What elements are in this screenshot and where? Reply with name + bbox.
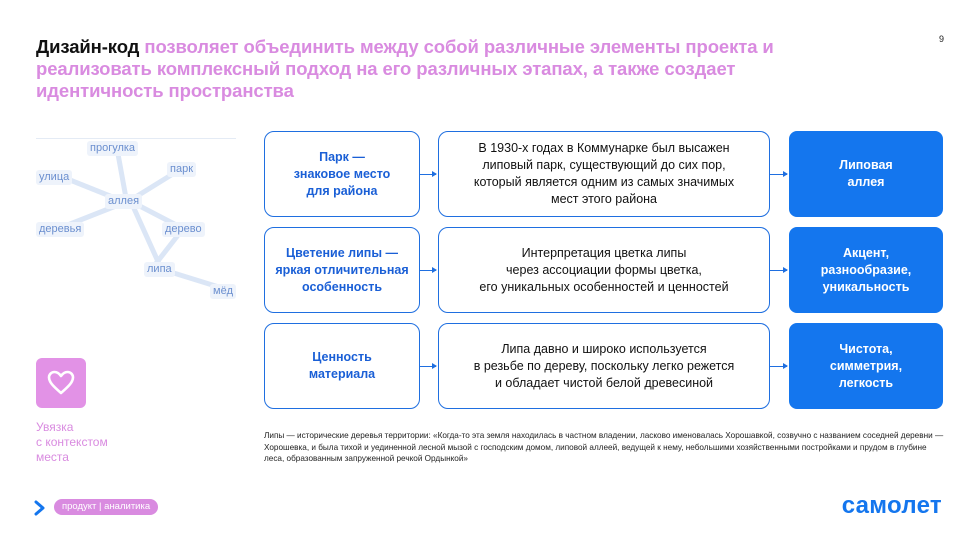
- row-3-description: Липа давно и широко используется в резьбе по дереву, поскольку легко режется и обладает чистой белой древесиной: [438, 323, 770, 409]
- row-2-result: Акцент, разнообразие, уникальность: [789, 227, 943, 313]
- row-3-arrow-2: [770, 366, 787, 367]
- heart-icon: [47, 370, 75, 396]
- row-3-result: Чистота, симметрия, легкость: [789, 323, 943, 409]
- footnote: Липы — исторические деревья территории: «Когда-то эта земля находилась в частном владении, ласково именовалась Хорошавкой, созвучно с названием соседней деревни — Хорошевка, и была тихой и уединенной лесной мызой с господским домом, липовой аллеей, ведущей к нему, небольшими хозяйственными постройками и прудом в глубине леса, образованным запруженной речкой Ордынкой»: [264, 431, 944, 463]
- cloud-word: деревья: [36, 222, 84, 237]
- row-1-topic: Парк — знаковое место для района: [264, 131, 420, 217]
- cloud-word: улица: [36, 170, 72, 185]
- title-highlight: Дизайн-код: [36, 36, 140, 57]
- cloud-word: прогулка: [87, 141, 138, 156]
- cloud-word: аллея: [105, 194, 142, 209]
- title-text: позволяет объединить между собой различные элементы проекта и реализовать комплексный подход на его различных этапах, а также создает идентичность пространства: [36, 36, 774, 101]
- row-1-arrow-2: [770, 174, 787, 175]
- row-2-arrow-1: [420, 270, 436, 271]
- cloud-word: мёд: [210, 284, 236, 299]
- cloud-word: липа: [144, 262, 175, 277]
- cloud-word: дерево: [162, 222, 205, 237]
- row-3-topic: Ценность материала: [264, 323, 420, 409]
- row-1-description: В 1930-х годах в Коммунарке был высажен липовый парк, существующий до сих пор, который является одним из самых значимых мест этого района: [438, 131, 770, 217]
- row-2-topic: Цветение липы — яркая отличительная особенность: [264, 227, 420, 313]
- cloud-word: парк: [167, 162, 196, 177]
- row-2-description: Интерпретация цветка липы через ассоциации формы цветка, его уникальных особенностей и ценностей: [438, 227, 770, 313]
- context-label: Увязка с контекстом места: [36, 420, 108, 464]
- category-pill: продукт | аналитика: [54, 499, 158, 515]
- row-2-arrow-2: [770, 270, 787, 271]
- row-3-arrow-1: [420, 366, 436, 367]
- page-title: [36, 36, 836, 102]
- cloud-connections: [36, 132, 236, 302]
- heart-tile: [36, 358, 86, 408]
- chevron-right-icon: [34, 500, 46, 516]
- brand-logo: самолет: [841, 492, 942, 519]
- row-1-result: Липовая аллея: [789, 131, 943, 217]
- page-number: 9: [938, 34, 944, 44]
- word-cloud: [36, 132, 236, 302]
- row-1-arrow-1: [420, 174, 436, 175]
